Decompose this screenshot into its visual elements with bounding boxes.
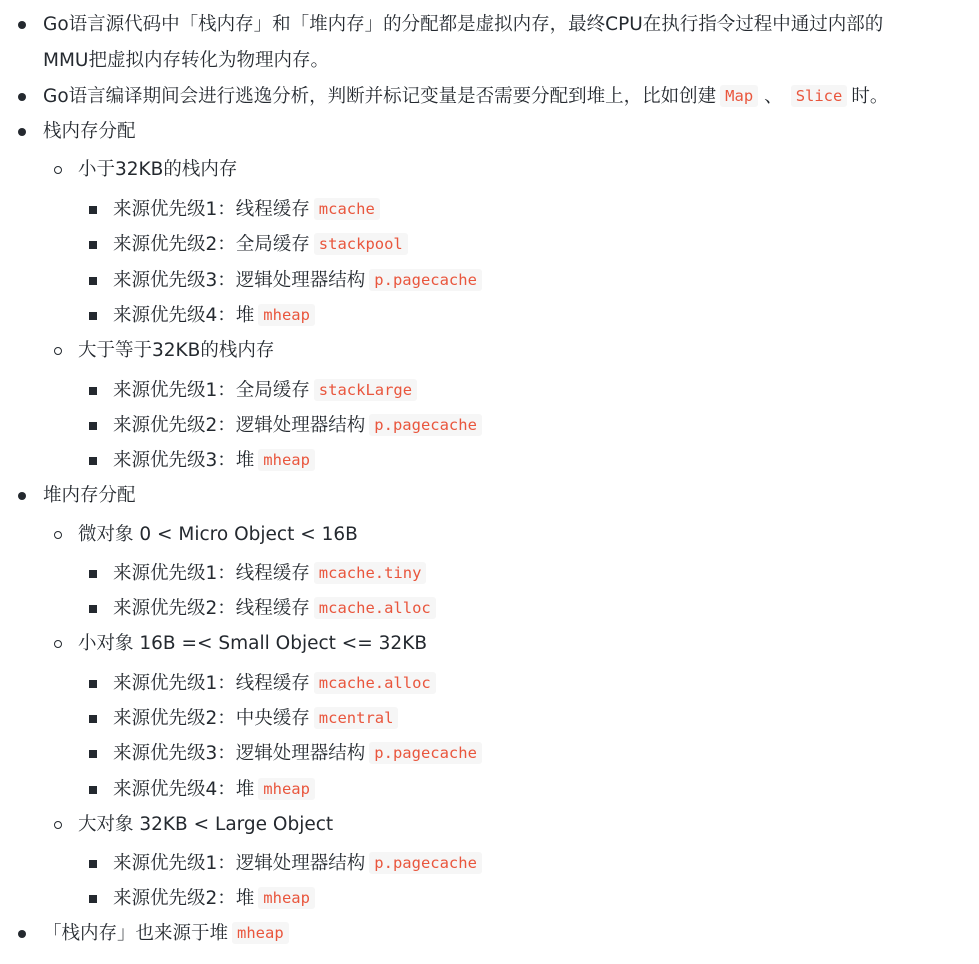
bullet-square-icon [89, 605, 97, 613]
bullet-square-icon [89, 277, 97, 285]
list-item-text [43, 48, 329, 74]
separator: 、 [764, 86, 783, 107]
item-label: 来源优先级1：逻辑处理器结构 [113, 853, 366, 874]
list-item-text [78, 522, 358, 548]
bullet-square-icon [89, 570, 97, 578]
bullet-disc-icon [18, 128, 26, 136]
inline-code: p.pagecache [369, 414, 482, 436]
item-label: 来源优先级2：线程缓存 [113, 598, 310, 619]
list-item-text [113, 413, 482, 439]
list-item-text [43, 119, 136, 145]
item-label: 来源优先级1：线程缓存 [113, 199, 310, 220]
inline-code: stackLarge [314, 379, 417, 401]
list-item-text [113, 741, 482, 767]
item-label: 栈内存分配 [43, 121, 136, 142]
inline-code: mcache [314, 198, 380, 220]
list-item-text [43, 12, 883, 38]
list-item-text [43, 921, 289, 947]
bullet-square-icon [89, 750, 97, 758]
bullet-square-icon [89, 457, 97, 465]
bullet-disc-icon [18, 93, 26, 101]
list-item-text [113, 706, 398, 732]
bullet-square-icon [89, 860, 97, 868]
bullet-disc-icon [18, 492, 26, 500]
bullet-square-icon [89, 312, 97, 320]
bullet-square-icon [89, 680, 97, 688]
inline-code: mcache.alloc [314, 672, 436, 694]
item-label: 来源优先级4：堆 [113, 305, 255, 326]
list-item-text [113, 886, 315, 912]
list-item-text [113, 268, 482, 294]
item-label: 堆内存分配 [43, 485, 136, 506]
list-item-text [78, 338, 274, 364]
list-item-text [43, 84, 888, 110]
item-label: 来源优先级3：逻辑处理器结构 [113, 270, 366, 291]
inline-code: Map [720, 85, 758, 107]
list-item-text [113, 303, 315, 329]
item-label: 微对象 0 < Micro Object < 16B [78, 524, 358, 545]
inline-code: Slice [791, 85, 848, 107]
inline-code: p.pagecache [369, 269, 482, 291]
item-label: 来源优先级4：堆 [113, 779, 255, 800]
bullet-disc-icon [18, 930, 26, 938]
bullet-circle-icon [54, 531, 62, 539]
item-label: 大对象 32KB < Large Object [78, 814, 334, 835]
inline-code: mheap [258, 304, 315, 326]
item-label: 来源优先级2：中央缓存 [113, 708, 310, 729]
item-label: MMU把虚拟内存转化为物理内存。 [43, 50, 329, 71]
inline-code: p.pagecache [369, 742, 482, 764]
bullet-disc-icon [18, 21, 26, 29]
bullet-square-icon [89, 895, 97, 903]
list-item-text [78, 631, 427, 657]
list-item-text [113, 777, 315, 803]
item-label: 来源优先级1：全局缓存 [113, 380, 310, 401]
list-item-text [78, 157, 237, 183]
inline-code: mcache.tiny [314, 562, 427, 584]
inline-code: mheap [258, 778, 315, 800]
bullet-square-icon [89, 786, 97, 794]
bullet-square-icon [89, 422, 97, 430]
bullet-square-icon [89, 241, 97, 249]
list-item-text [78, 812, 333, 838]
inline-code: mheap [232, 922, 289, 944]
list-item-text [113, 561, 426, 587]
list-item-text [113, 671, 436, 697]
item-label: Go语言编译期间会进行逃逸分析，判断并标记变量是否需要分配到堆上，比如创建 [43, 86, 717, 107]
bullet-square-icon [89, 387, 97, 395]
item-label: 来源优先级1：线程缓存 [113, 563, 310, 584]
list-item-text [113, 197, 380, 223]
item-label: 来源优先级2：全局缓存 [113, 234, 310, 255]
list-item-text [113, 596, 436, 622]
list-item-text [113, 448, 315, 474]
list-item-text [113, 232, 408, 258]
inline-code: mcentral [314, 707, 399, 729]
list-item-text [113, 851, 482, 877]
bullet-circle-icon [54, 640, 62, 648]
list-item-text [113, 378, 417, 404]
bullet-square-icon [89, 206, 97, 214]
inline-code: p.pagecache [369, 852, 482, 874]
item-label: 小对象 16B =< Small Object <= 32KB [78, 633, 428, 654]
item-label: 「栈内存」也来源于堆 [43, 923, 229, 944]
inline-code: mcache.alloc [314, 597, 436, 619]
inline-code: stackpool [314, 233, 408, 255]
item-label: 来源优先级3：堆 [113, 450, 255, 471]
inline-code: mheap [258, 449, 315, 471]
item-label: 来源优先级2：逻辑处理器结构 [113, 415, 366, 436]
item-label: Go语言源代码中「栈内存」和「堆内存」的分配都是虚拟内存，最终CPU在执行指令过程中通过内部的 [43, 14, 884, 35]
bullet-circle-icon [54, 821, 62, 829]
item-label: 来源优先级1：线程缓存 [113, 673, 310, 694]
bullet-circle-icon [54, 347, 62, 355]
item-label: 来源优先级2：堆 [113, 888, 255, 909]
item-label: 小于32KB的栈内存 [78, 159, 238, 180]
item-label: 大于等于32KB的栈内存 [78, 340, 275, 361]
list-item-text [43, 483, 136, 509]
bullet-square-icon [89, 715, 97, 723]
bullet-circle-icon [54, 166, 62, 174]
item-label: 来源优先级3：逻辑处理器结构 [113, 743, 366, 764]
item-tail: 时。 [851, 86, 889, 107]
inline-code: mheap [258, 887, 315, 909]
